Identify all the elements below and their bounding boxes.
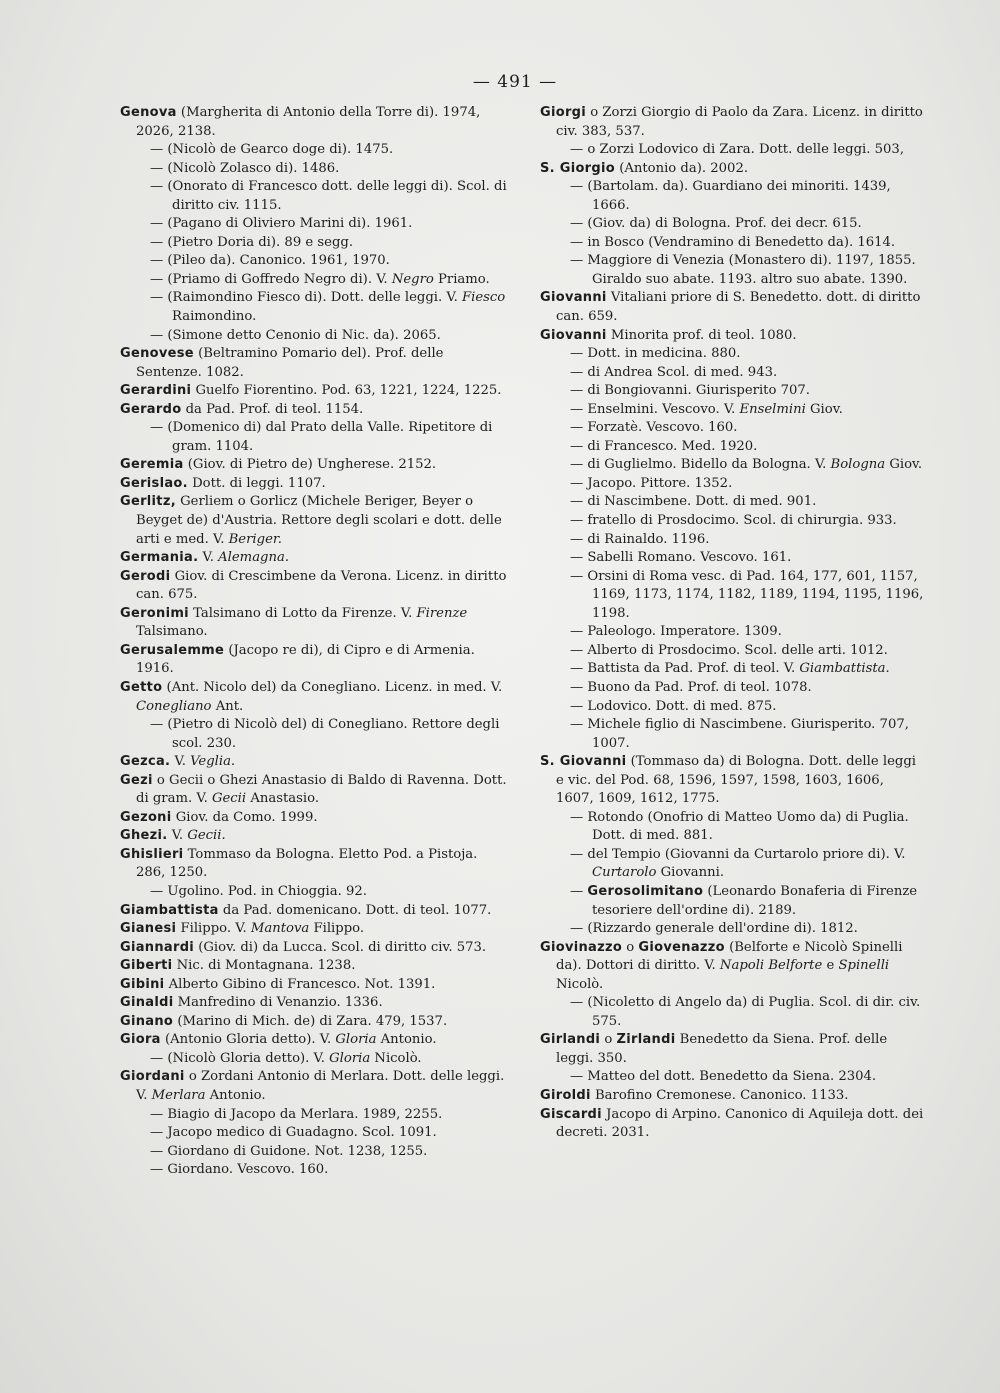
entry-text: — bbox=[570, 883, 588, 899]
cross-reference: Gloria bbox=[335, 1032, 377, 1048]
entry-text: — Battista da Pad. Prof. di teol. V. bbox=[570, 661, 800, 677]
entry-headword: Gerusalemme bbox=[120, 642, 225, 658]
entry-text: Giov. bbox=[805, 401, 843, 417]
index-entry bbox=[120, 345, 510, 382]
entry-text: (Antonio da). 2002. bbox=[615, 160, 749, 176]
entry-text: Minorita prof. di teol. 1080. bbox=[606, 327, 797, 343]
entry-text: (Giov. di Pietro de) Ungherese. 2152. bbox=[183, 457, 437, 473]
entry-text: — di Andrea Scol. di med. 943. bbox=[570, 364, 778, 380]
cross-reference: Curtarolo bbox=[592, 865, 657, 881]
entry-text: Ant. bbox=[211, 698, 244, 714]
entry-text: Barofino Cremonese. Canonico. 1133. bbox=[590, 1087, 849, 1103]
index-subentry bbox=[540, 660, 925, 679]
index-entry bbox=[120, 382, 510, 401]
index-subentry bbox=[120, 215, 510, 234]
entry-text: — Michele figlio di Nascimbene. Giurisperito. 707, 1007. bbox=[570, 717, 909, 751]
entry-text: — fratello di Prosdocimo. Scol. di chirurgia. 933. bbox=[570, 513, 897, 529]
entry-text: Giovanni. bbox=[656, 865, 725, 881]
index-subentry bbox=[540, 716, 925, 753]
entry-headword: Gerislao. bbox=[120, 475, 188, 491]
entry-text: V. bbox=[198, 550, 219, 566]
entry-headword: Giroldi bbox=[540, 1087, 591, 1103]
entry-text: (Marino di Mich. de) di Zara. 479, 1537. bbox=[173, 1013, 448, 1029]
index-subentry bbox=[120, 419, 510, 456]
entry-text: — (Pietro Doria di). 89 e segg. bbox=[150, 234, 354, 250]
index-subentry bbox=[120, 1143, 510, 1162]
index-entry bbox=[540, 289, 925, 326]
index-entry bbox=[120, 401, 510, 420]
index-subentry bbox=[120, 1124, 510, 1143]
cross-reference: Enselmini bbox=[739, 401, 806, 417]
entry-text: — Orsini di Roma vesc. di Pad. 164, 177, 601, 1157, 1169, 1173, 1174, 1182, 1189, 1194, 1195, 1196, 1198. bbox=[570, 568, 924, 621]
entry-text: o Zorzi Giorgio di Paolo da Zara. Licenz. in diritto civ. 383, 537. bbox=[556, 105, 923, 139]
index-entry bbox=[120, 846, 510, 883]
entry-text: — Giordano. Vescovo. 160. bbox=[150, 1162, 329, 1178]
index-subentry bbox=[540, 493, 925, 512]
entry-text: — (Pietro di Nicolò del) di Conegliano. Rettore degli scol. 230. bbox=[150, 717, 500, 751]
entry-text: (Giov. di) da Lucca. Scol. di diritto civ. 573. bbox=[194, 939, 487, 955]
entry-text: — (Nicolò Zolasco di). 1486. bbox=[150, 160, 340, 176]
index-entry bbox=[540, 104, 925, 141]
index-entry bbox=[120, 809, 510, 828]
entry-text: — Alberto di Prosdocimo. Scol. delle arti. 1012. bbox=[570, 642, 888, 658]
entry-text: Tommaso da Bologna. Eletto Pod. a Pistoja. 286, 1250. bbox=[136, 846, 478, 881]
index-entry bbox=[120, 772, 510, 809]
index-subentry bbox=[120, 252, 510, 271]
index-subentry bbox=[120, 1050, 510, 1069]
index-entry bbox=[120, 642, 510, 679]
entry-text: Filippo. bbox=[309, 921, 365, 937]
index-subentry bbox=[540, 994, 925, 1031]
index-entry bbox=[120, 957, 510, 976]
index-subentry bbox=[540, 531, 925, 550]
entry-text: (Tommaso da) di Bologna. Dott. delle leggi e vic. del Pod. 68, 1596, 1597, 1598, 1603, 1606, 1607, 1609, 1612, 1775. bbox=[556, 754, 916, 807]
entry-text: — Biagio di Jacopo da Merlara. 1989, 2255. bbox=[150, 1106, 443, 1122]
entry-headword: Ginano bbox=[120, 1013, 174, 1029]
entry-text: — Lodovico. Dott. di med. 875. bbox=[570, 698, 777, 714]
entry-text: — del Tempio (Giovanni da Curtarolo priore di). V. bbox=[570, 846, 906, 862]
index-subentry bbox=[540, 679, 925, 698]
entry-text: (Margherita di Antonio della Torre di). 1974, 2026, 2138. bbox=[136, 105, 481, 139]
entry-text: o Gecii o Ghezi Anastasio di Baldo di Ravenna. Dott. di gram. V. bbox=[136, 772, 507, 807]
entry-text: — (Domenico di) dal Prato della Valle. Ripetitore di gram. 1104. bbox=[150, 420, 493, 454]
entry-text: — (Onorato di Francesco dott. delle leggi di). Scol. di diritto civ. 1115. bbox=[150, 179, 507, 213]
index-subentry bbox=[540, 345, 925, 364]
entry-text: — Jacopo. Pittore. 1352. bbox=[570, 475, 733, 491]
entry-headword: Giberti bbox=[120, 958, 173, 974]
index-subentry bbox=[540, 568, 925, 624]
index-subentry bbox=[540, 846, 925, 883]
entry-headword: Gerlitz, bbox=[120, 494, 176, 510]
index-subentry bbox=[540, 178, 925, 215]
entry-headword: Giannardi bbox=[120, 939, 195, 955]
index-column-left bbox=[120, 104, 510, 1180]
entry-text: Nicolò. bbox=[556, 976, 604, 992]
entry-headword: Gerosolimitano bbox=[587, 883, 704, 899]
entry-text: Alberto Gibino di Francesco. Not. 1391. bbox=[164, 976, 436, 992]
index-subentry bbox=[540, 642, 925, 661]
index-subentry bbox=[540, 419, 925, 438]
index-entry bbox=[540, 1031, 925, 1068]
entry-text: V. bbox=[167, 828, 188, 844]
entry-text: — Enselmini. Vescovo. V. bbox=[570, 401, 740, 417]
entry-text: — Giordano di Guidone. Not. 1238, 1255. bbox=[150, 1143, 428, 1159]
entry-text: V. bbox=[170, 754, 191, 770]
index-entry bbox=[120, 827, 510, 846]
entry-text: (Jacopo re di), di Cipro e di Armenia. 1916. bbox=[136, 642, 475, 677]
index-entry bbox=[120, 1068, 510, 1105]
entry-headword: Ginaldi bbox=[120, 995, 174, 1011]
cross-reference: Gloria bbox=[329, 1050, 371, 1066]
entry-headword: Gerardo bbox=[120, 401, 182, 417]
cross-reference: Napoli Belforte bbox=[719, 958, 823, 974]
index-subentry bbox=[540, 364, 925, 383]
entry-text: — Rotondo (Onofrio di Matteo Uomo da) di Puglia. Dott. di med. 881. bbox=[570, 809, 909, 844]
entry-text: — Sabelli Romano. Vescovo. 161. bbox=[570, 550, 792, 566]
index-subentry bbox=[120, 1106, 510, 1125]
index-subentry bbox=[120, 178, 510, 215]
entry-headword: Giovanni bbox=[540, 327, 607, 343]
index-subentry bbox=[120, 289, 510, 326]
cross-reference: Firenze bbox=[416, 605, 468, 621]
entry-text: — (Raimondino Fiesco di). Dott. delle leggi. V. bbox=[150, 290, 462, 306]
index-entry bbox=[540, 1106, 925, 1143]
index-column-right bbox=[540, 104, 925, 1143]
entry-text: Giov. bbox=[885, 457, 923, 473]
cross-reference: Negro bbox=[391, 271, 434, 287]
index-subentry bbox=[540, 401, 925, 420]
index-entry bbox=[540, 753, 925, 809]
index-subentry bbox=[540, 623, 925, 642]
entry-text: — (Nicoletto di Angelo da) di Puglia. Scol. di dir. civ. 575. bbox=[570, 995, 921, 1029]
index-entry bbox=[540, 327, 925, 346]
entry-text: — o Zorzi Lodovico di Zara. Dott. delle leggi. 503, bbox=[570, 142, 905, 158]
entry-text: Antonio. bbox=[205, 1087, 266, 1103]
entry-headword: Gianesi bbox=[120, 921, 177, 937]
entry-headword: Geronimi bbox=[120, 605, 189, 621]
cross-reference: Fiesco bbox=[461, 290, 506, 306]
index-subentry bbox=[120, 716, 510, 753]
entry-text: — Buono da Pad. Prof. di teol. 1078. bbox=[570, 679, 812, 695]
index-entry bbox=[120, 493, 510, 549]
cross-reference: Bologna bbox=[830, 457, 886, 473]
entry-headword: Zirlandi bbox=[616, 1032, 676, 1048]
entry-text: o Zordani Antonio di Merlara. Dott. delle leggi. V. bbox=[136, 1069, 505, 1103]
index-subentry bbox=[540, 234, 925, 253]
index-subentry bbox=[540, 698, 925, 717]
index-subentry bbox=[120, 234, 510, 253]
entry-text: — (Pagano di Oliviero Marini di). 1961. bbox=[150, 216, 413, 232]
index-subentry bbox=[540, 456, 925, 475]
index-subentry bbox=[540, 382, 925, 401]
entry-text: Nicolò. bbox=[370, 1050, 422, 1066]
index-entry bbox=[540, 939, 925, 995]
entry-text: — di Nascimbene. Dott. di med. 901. bbox=[570, 494, 817, 510]
index-entry bbox=[120, 549, 510, 568]
entry-headword: Genova bbox=[120, 105, 177, 120]
entry-text: Vitaliani priore di S. Benedetto. dott. di diritto can. 659. bbox=[556, 290, 921, 325]
index-entry bbox=[120, 976, 510, 995]
entry-text: — di Guglielmo. Bidello da Bologna. V. bbox=[570, 457, 831, 473]
entry-headword: Giorgi bbox=[540, 105, 587, 120]
entry-headword: Ghislieri bbox=[120, 846, 184, 862]
entry-text: Manfredino di Venanzio. 1336. bbox=[173, 995, 383, 1011]
entry-text: — (Rizzardo generale dell'ordine di). 1812. bbox=[570, 921, 858, 937]
index-subentry bbox=[120, 160, 510, 179]
index-subentry bbox=[540, 475, 925, 494]
cross-reference: Giambattista. bbox=[799, 661, 890, 677]
entry-headword: S. Giovanni bbox=[540, 754, 627, 770]
entry-text: Benedetto da Siena. Prof. delle leggi. 350. bbox=[556, 1032, 888, 1066]
entry-text: — Jacopo medico di Guadagno. Scol. 1091. bbox=[150, 1125, 437, 1141]
entry-text: — (Nicolò de Gearco doge di). 1475. bbox=[150, 142, 394, 158]
entry-text: — Ugolino. Pod. in Chioggia. 92. bbox=[150, 883, 367, 899]
cross-reference: Spinelli bbox=[838, 958, 890, 974]
entry-text: — Matteo del dott. Benedetto da Siena. 2304. bbox=[570, 1069, 877, 1085]
entry-text: — Dott. in medicina. 880. bbox=[570, 346, 741, 362]
entry-headword: Giscardi bbox=[540, 1106, 602, 1122]
index-entry bbox=[120, 994, 510, 1013]
entry-text: — in Bosco (Vendramino di Benedetto da). 1614. bbox=[570, 234, 896, 250]
entry-text: — (Pileo da). Canonico. 1961, 1970. bbox=[150, 253, 390, 269]
entry-text: — (Simone detto Cenonio di Nic. da). 2065. bbox=[150, 327, 441, 343]
entry-headword: Giovinazzo bbox=[540, 939, 623, 955]
index-subentry bbox=[120, 141, 510, 160]
cross-reference: Veglia. bbox=[190, 754, 236, 770]
entry-text: Raimondino. bbox=[172, 309, 257, 325]
index-entry bbox=[120, 753, 510, 772]
index-subentry bbox=[120, 883, 510, 902]
entry-headword: Gezi bbox=[120, 772, 153, 788]
entry-headword: Giora bbox=[120, 1032, 161, 1048]
entry-text: — Paleologo. Imperatore. 1309. bbox=[570, 624, 782, 640]
cross-reference: Merlara bbox=[151, 1087, 206, 1103]
cross-reference: Conegliano bbox=[136, 698, 212, 714]
entry-text: Nic. di Montagnana. 1238. bbox=[172, 958, 356, 974]
entry-headword: Gerardini bbox=[120, 383, 192, 399]
entry-text: — Maggiore di Venezia (Monastero di). 1197, 1855. Giraldo suo abate. 1193. altro suo abate. 1390. bbox=[570, 253, 916, 287]
entry-headword: Giordani bbox=[120, 1069, 185, 1085]
index-subentry bbox=[540, 438, 925, 457]
index-subentry bbox=[540, 512, 925, 531]
entry-text: Talsimano di Lotto da Firenze. V. bbox=[188, 605, 417, 621]
entry-headword: Gezoni bbox=[120, 809, 172, 825]
cross-reference: Gecii. bbox=[187, 828, 226, 844]
cross-reference: Beriger. bbox=[228, 531, 282, 547]
entry-text: — (Nicolò Gloria detto). V. bbox=[150, 1050, 330, 1066]
entry-text: Jacopo di Arpino. Canonico di Aquileja dott. dei decreti. 2031. bbox=[556, 1106, 924, 1141]
entry-headword: Genovese bbox=[120, 346, 194, 362]
entry-headword: Girlandi bbox=[540, 1032, 601, 1048]
index-entry bbox=[120, 1031, 510, 1050]
entry-headword: S. Giorgio bbox=[540, 160, 615, 176]
index-entry bbox=[120, 902, 510, 921]
index-entry bbox=[120, 939, 510, 958]
index-entry bbox=[120, 920, 510, 939]
entry-text: Priamo. bbox=[433, 271, 490, 287]
index-subentry bbox=[540, 252, 925, 289]
entry-text: — di Bongiovanni. Giurisperito 707. bbox=[570, 383, 810, 399]
entry-text: (Belforte e Nicolò Spinelli da). Dottori di diritto. V. bbox=[556, 939, 903, 974]
entry-headword: Giovanni bbox=[540, 290, 607, 306]
entry-text: (Antonio Gloria detto). V. bbox=[160, 1032, 336, 1048]
entry-text: — (Bartolam. da). Guardiano dei minoriti. 1439, 1666. bbox=[570, 179, 891, 213]
index-subentry bbox=[540, 920, 925, 939]
index-entry bbox=[120, 568, 510, 605]
index-subentry bbox=[540, 141, 925, 160]
entry-text: (Beltramino Pomario del). Prof. delle Sentenze. 1082. bbox=[136, 346, 444, 380]
index-entry bbox=[540, 1087, 925, 1106]
entry-text: — (Priamo di Goffredo Negro di). V. bbox=[150, 271, 392, 287]
entry-headword: Giambattista bbox=[120, 902, 219, 918]
entry-text: Talsimano. bbox=[136, 624, 208, 640]
index-subentry bbox=[120, 1161, 510, 1180]
index-entry bbox=[120, 679, 510, 716]
entry-text: Giov. di Crescimbene da Verona. Licenz. in diritto can. 675. bbox=[136, 568, 507, 603]
cross-reference: Gecii bbox=[211, 791, 247, 807]
entry-text: Filippo. V. bbox=[176, 921, 251, 937]
entry-text: Giov. da Como. 1999. bbox=[171, 809, 318, 825]
index-subentry bbox=[540, 1068, 925, 1087]
index-subentry bbox=[540, 809, 925, 846]
entry-text: Guelfo Fiorentino. Pod. 63, 1221, 1224, 1225. bbox=[191, 383, 502, 399]
index-entry bbox=[120, 475, 510, 494]
entry-text: da Pad. Prof. di teol. 1154. bbox=[181, 401, 364, 417]
entry-text: (Leonardo Bonaferia di Firenze tesoriere dell'ordine di). 2189. bbox=[592, 883, 918, 918]
index-subentry bbox=[540, 549, 925, 568]
index-entry bbox=[540, 160, 925, 179]
index-subentry bbox=[540, 883, 925, 920]
index-subentry bbox=[120, 271, 510, 290]
index-subentry bbox=[120, 327, 510, 346]
cross-reference: Alemagna. bbox=[218, 550, 290, 566]
entry-text: e bbox=[822, 958, 839, 974]
entry-text: o bbox=[622, 939, 639, 955]
index-entry bbox=[120, 456, 510, 475]
entry-headword: Gezca. bbox=[120, 754, 171, 770]
page-number: — 491 — bbox=[472, 72, 558, 92]
entry-text: da Pad. domenicano. Dott. di teol. 1077. bbox=[218, 902, 492, 918]
entry-headword: Geremia bbox=[120, 457, 184, 473]
entry-headword: Germania. bbox=[120, 550, 199, 566]
index-entry bbox=[120, 1013, 510, 1032]
index-entry bbox=[120, 605, 510, 642]
entry-headword: Ghezi. bbox=[120, 828, 168, 844]
entry-headword: Gerodi bbox=[120, 568, 171, 584]
entry-text: o bbox=[600, 1032, 617, 1048]
cross-reference: Mantova bbox=[250, 921, 310, 937]
entry-headword: Giovenazzo bbox=[638, 939, 725, 955]
entry-headword: Gibini bbox=[120, 976, 165, 992]
entry-text: (Ant. Nicolo del) da Conegliano. Licenz. in med. V. bbox=[162, 679, 503, 695]
entry-text: Anastasio. bbox=[246, 791, 320, 807]
entry-text: Gerliem o Gorlicz (Michele Beriger, Beyer o Beyget de) d'Austria. Rettore degli scolari e dott. delle arti e med. V. bbox=[136, 494, 502, 547]
index-entry bbox=[120, 104, 510, 141]
index-subentry bbox=[540, 215, 925, 234]
entry-text: Dott. di leggi. 1107. bbox=[187, 475, 326, 491]
entry-headword: Getto bbox=[120, 679, 163, 695]
entry-text: — di Francesco. Med. 1920. bbox=[570, 438, 758, 454]
entry-text: — (Giov. da) di Bologna. Prof. dei decr. 615. bbox=[570, 216, 862, 232]
entry-text: — Forzatè. Vescovo. 160. bbox=[570, 420, 738, 436]
entry-text: Antonio. bbox=[376, 1032, 437, 1048]
entry-text: — di Rainaldo. 1196. bbox=[570, 531, 710, 547]
